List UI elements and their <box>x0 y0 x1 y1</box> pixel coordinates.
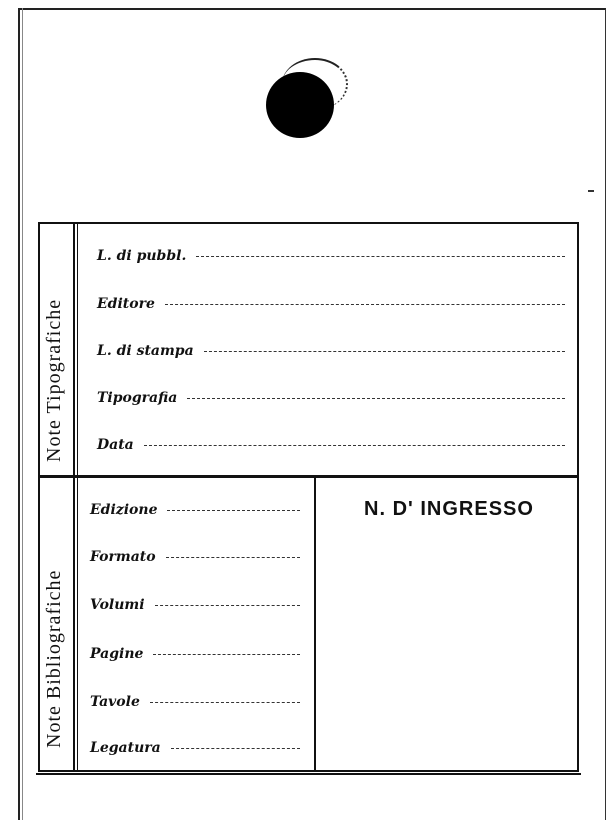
field-label: L. di pubbl. <box>97 248 187 264</box>
field-label: L. di stampa <box>97 343 194 359</box>
field-line[interactable] <box>204 350 565 352</box>
edge-mark <box>588 190 594 192</box>
field-line[interactable] <box>166 556 300 558</box>
field-label: Formato <box>90 549 156 565</box>
tag-edge-line <box>22 8 23 820</box>
ingresso-divider <box>314 478 316 770</box>
field-label: Edizione <box>90 502 158 518</box>
field-legatura[interactable] <box>90 740 300 756</box>
field-tavole[interactable] <box>90 694 300 710</box>
field-label: Pagine <box>90 646 144 662</box>
field-line[interactable] <box>150 701 300 703</box>
field-line[interactable] <box>196 255 565 257</box>
field-label: Editore <box>97 296 155 312</box>
field-label: Tavole <box>90 694 140 710</box>
field-edizione[interactable] <box>90 502 300 518</box>
field-label: Data <box>97 437 134 453</box>
field-label: Legatura <box>90 740 161 756</box>
field-formato[interactable] <box>90 549 300 565</box>
note-bibliografiche-heading: Note Bibliografiche <box>43 569 65 748</box>
field-label: Volumi <box>90 597 145 613</box>
field-luogo-stampa[interactable] <box>97 343 565 359</box>
field-line[interactable] <box>153 653 300 655</box>
field-label: Tipografia <box>97 390 178 406</box>
field-line[interactable] <box>144 444 565 446</box>
field-volumi[interactable] <box>90 597 300 613</box>
ingresso-number-heading: N. D' INGRESSO <box>364 498 534 520</box>
field-luogo-pubblicazione[interactable] <box>97 248 565 264</box>
field-pagine[interactable] <box>90 646 300 662</box>
field-data[interactable] <box>97 437 565 453</box>
field-line[interactable] <box>155 604 300 606</box>
label-column-rule-inner <box>77 224 78 770</box>
field-tipografia[interactable] <box>97 390 565 406</box>
edge-mark <box>18 100 20 110</box>
field-line[interactable] <box>167 509 300 511</box>
punch-hole <box>266 72 334 138</box>
field-editore[interactable] <box>97 296 565 312</box>
field-line[interactable] <box>165 303 565 305</box>
field-line[interactable] <box>187 397 565 399</box>
field-line[interactable] <box>171 747 300 749</box>
note-tipografiche-heading: Note Tipografiche <box>43 298 65 462</box>
section-divider <box>38 475 579 478</box>
frame-bottom-rule <box>36 773 581 775</box>
label-column-rule <box>73 224 75 770</box>
